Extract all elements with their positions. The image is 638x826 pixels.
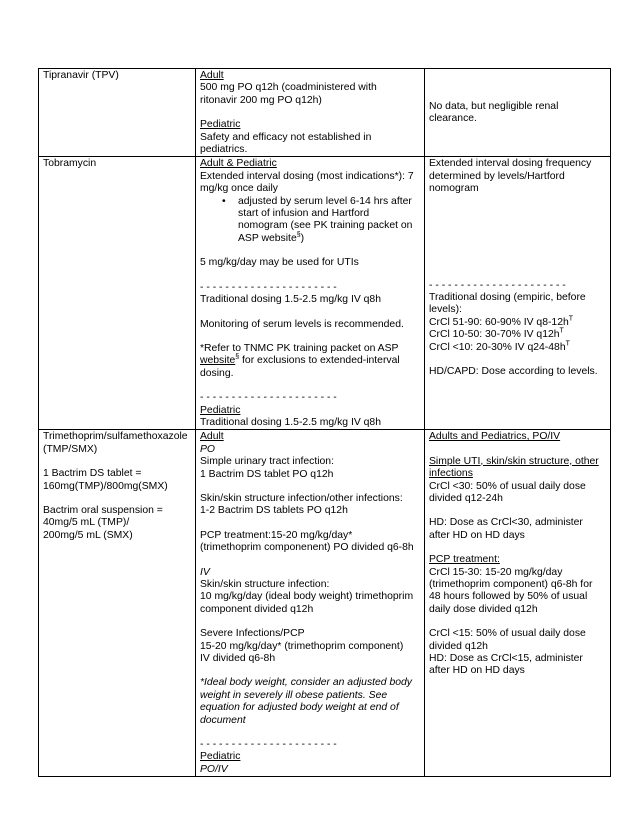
dose-text: for exclusions to extended-interval [239, 355, 400, 367]
dose-text: 1 Bactrim DS tablet PO q12h [200, 468, 334, 480]
drug-name-cell [39, 157, 196, 430]
list-item [200, 196, 420, 246]
divider: - - - - - - - - - - - - - - - - - - - - - - [200, 281, 337, 293]
dose-text: Skin/skin structure infection: [200, 579, 330, 590]
footnote: equation for adjusted body weight at end of [200, 702, 399, 714]
dose-text: (trimethoprim componenent) PO divided q6-8h [200, 542, 414, 554]
renal-heading: Adults and Pediatrics, PO/IV [429, 431, 561, 443]
dosing-cell [196, 430, 425, 777]
renal-text: Traditional dosing (empiric, before [429, 292, 586, 304]
renal-text: CrCl <30: 50% of usual daily dose [429, 480, 586, 492]
dose-text: 1-2 Bactrim DS tablets PO q12h [200, 505, 348, 517]
dose-text: mg/kg once daily [200, 183, 278, 195]
renal-text: HD: Dose as CrCl<30, administer [429, 517, 583, 529]
dose-text: Severe Infections/PCP [200, 628, 305, 640]
drug-name-cell [39, 69, 196, 157]
renal-text: daily dose divided q12h [429, 603, 538, 615]
route-heading: PO [200, 443, 216, 455]
dose-text: ASP website [238, 232, 297, 244]
dose-text: Traditional dosing 1.5-2.5 mg/kg IV q8h [200, 416, 381, 428]
dose-text: start of infusion and Hartford [238, 208, 370, 220]
renal-text: divided q12-24h [429, 492, 503, 504]
dose-text: 500 mg PO q12h (coadministered with [200, 82, 377, 94]
dose-text: 15-20 mg/kg/day* (trimethoprim component) [200, 640, 404, 652]
drug-name: (TMP/SMX) [43, 443, 98, 455]
superscript: T [559, 327, 564, 335]
renal-text: No data, but negligible renal clearance. [429, 100, 559, 125]
dosing-cell [196, 157, 425, 430]
dose-text: pediatrics. [200, 144, 248, 156]
superscript: § [235, 353, 240, 361]
table-row [39, 430, 611, 777]
renal-subheading: PCP treatment: [429, 554, 500, 566]
renal-text: nomogram [429, 183, 479, 195]
renal-text: 48 hours followed by 50% of usual [429, 591, 588, 603]
renal-text [429, 317, 606, 329]
dose-text: ritonavir 200 mg PO q12h) [200, 94, 322, 106]
divider: - - - - - - - - - - - - - - - - - - - - - - [429, 279, 566, 291]
divider: - - - - - - - - - - - - - - - - - - - - - - [200, 739, 337, 751]
renal-text: CrCl 15-30: 15-20 mg/kg/day [429, 566, 563, 578]
adult-pediatric-heading: Adult & Pediatric [200, 158, 277, 170]
adult-heading: Adult [200, 70, 224, 81]
renal-text [429, 329, 606, 341]
drug-name-cell [39, 430, 196, 777]
renal-text: divided q12h [429, 640, 488, 652]
renal-text: CrCl 10-50: 30-70% IV q12h [429, 329, 560, 341]
dose-text: Monitoring of serum levels is recommended. [200, 318, 404, 330]
dosing-table [38, 68, 611, 777]
route-heading: PO/IV [200, 763, 228, 775]
renal-text: determined by levels/Hartford [429, 170, 565, 182]
dose-text [238, 233, 420, 245]
renal-text: HD/CAPD: Dose according to levels. [429, 366, 598, 378]
renal-text: (trimethoprim component) q6-8h for [429, 579, 593, 590]
pediatric-heading: Pediatric [200, 119, 241, 131]
superscript: § [296, 231, 301, 239]
superscript: T [568, 315, 574, 323]
renal-subheading: Simple UTI, skin/skin structure, other [429, 455, 599, 467]
divider: - - - - - - - - - - - - - - - - - - - - - - [200, 392, 337, 404]
dose-text: *Refer to TNMC PK training packet on ASP [200, 342, 399, 354]
dose-text: nomogram (see PK training packet on [238, 220, 413, 232]
renal-cell [425, 430, 611, 777]
renal-text: after HD on HD days [429, 529, 525, 541]
footnote: weight in severely ill obese patients. See [200, 689, 388, 701]
drug-name: Trimethoprim/sulfamethoxazole [43, 431, 188, 443]
superscript: T [565, 340, 570, 348]
pediatric-heading: Pediatric [200, 404, 241, 416]
dose-text: website [200, 355, 236, 367]
route-heading: IV [200, 566, 210, 578]
dose-text: Skin/skin structure infection/other infections: [200, 492, 403, 504]
table-row [39, 157, 611, 430]
drug-note: Bactrim oral suspension = [43, 504, 163, 516]
adult-heading: Adult [200, 431, 224, 443]
renal-cell [425, 69, 611, 157]
dose-text: component divided q12h [200, 603, 314, 615]
renal-text: levels): [429, 304, 462, 316]
dose-text: PCP treatment:15-20 mg/kg/day* [200, 529, 353, 541]
dose-text: adjusted by serum level 6-14 hrs after [238, 195, 412, 207]
renal-text: CrCl 51-90: 60-90% IV q8-12h [429, 316, 569, 328]
pediatric-heading: Pediatric [200, 751, 241, 763]
renal-text: Extended interval dosing frequency [429, 158, 592, 170]
drug-note: 200mg/5 mL (SMX) [43, 529, 133, 541]
table-row [39, 69, 611, 157]
renal-text [429, 342, 606, 354]
footnote: *Ideal body weight, consider an adjusted body [200, 677, 412, 689]
renal-subheading: infections [429, 468, 473, 480]
renal-cell [425, 157, 611, 430]
drug-name: Tipranavir (TPV) [43, 70, 119, 81]
dose-text: Safety and efficacy not established in [200, 131, 372, 143]
bullet: • [222, 195, 226, 207]
dose-text: Extended interval dosing (most indications*): 7 [200, 170, 414, 182]
dose-text: Simple urinary tract infection: [200, 456, 334, 468]
dose-text: Traditional dosing 1.5-2.5 mg/kg IV q8h [200, 294, 381, 306]
dose-text: 5 mg/kg/day may be used for UTIs [200, 257, 359, 269]
drug-note: 160mg(TMP)/800mg(SMX) [43, 480, 168, 492]
drug-name: Tobramycin [43, 158, 97, 170]
renal-text: after HD on HD days [429, 665, 525, 677]
renal-text: CrCl <15: 50% of usual daily dose [429, 628, 586, 640]
footnote: document [200, 714, 246, 726]
drug-note: 40mg/5 mL (TMP)/ [43, 517, 130, 529]
drug-note: 1 Bactrim DS tablet = [43, 468, 142, 480]
dose-text: 10 mg/kg/day (ideal body weight) trimethoprim [200, 591, 414, 603]
dose-text: dosing. [200, 367, 234, 379]
dose-text [200, 355, 420, 367]
renal-text: CrCl <10: 20-30% IV q24-48h [429, 341, 566, 353]
dosing-cell [196, 69, 425, 157]
dose-text: ) [300, 232, 305, 244]
renal-text: HD: Dose as CrCl<15, administer [429, 653, 583, 665]
dose-text: IV divided q6-8h [200, 653, 276, 665]
